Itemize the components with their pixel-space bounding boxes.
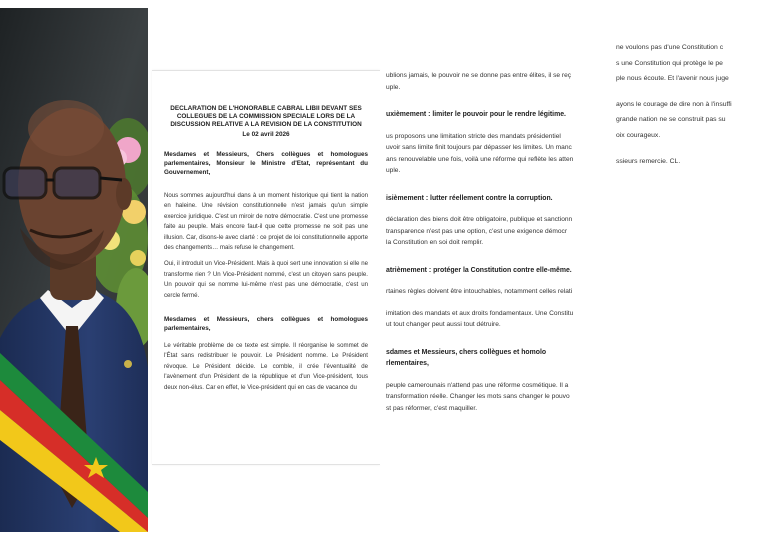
text-line: ublions jamais, le pouvoir ne se donne pas entre élites, il se reç: [386, 72, 572, 79]
lapel-pin: [124, 360, 132, 368]
text-line: uvoir sans limite finit toujours par dépasser les limites. Un manc: [386, 144, 572, 151]
spacer: [386, 93, 616, 109]
section-heading: rlementaires,: [386, 360, 429, 367]
salutation: Mesdames et Messieurs, Chers collègues et homologues parlementaires, Monsieur le Ministre d'Etat, représentant du Gouvernement,: [164, 151, 368, 176]
spacer: [616, 87, 770, 97]
paragraph: Nous sommes aujourd'hui dans à un moment historique qui tient la nation en haleine. Une révision constitutionnelle n'est jamais qu'un simple exercice juridique. C'est un miroir de notre démocratie. C'est une promesse faite au peuple. Mais encore faut-il que cette promesse ne soit pas une illusion. Car, disons-le avec clarté : ce projet de loi constitutionnelle apporte des changements… mais refuse le changement.: [164, 192, 368, 252]
spacer: [386, 331, 616, 347]
spacer: [386, 121, 616, 131]
title-line: DISCUSSION RELATIVE A LA REVISION DE LA CONSTITUTION: [170, 121, 362, 128]
text-line: grande nation ne se construit pas su: [616, 116, 726, 124]
text-line: s une Constitution qui protège le pe: [616, 59, 723, 67]
paragraph: Le véritable problème de ce texte est simple. Il réorganise le sommet de l'État sans redistribuer le pouvoir. Le Président nomme. Le Président révoque. Le Président décide. Le comble, il crée l'éventualité de l'avènement d'un Président de la république et d'un Vice-président, tous deux non-élus. Car en effet, le Vice-président qui en cas de vacance du: [164, 342, 368, 391]
document-title: [164, 105, 368, 129]
salutation: Mesdames et Messieurs, chers collègues et homologues parlementaires,: [164, 316, 368, 333]
text-line: imitation des mandats et aux droits fondamentaux. Une Constitu: [386, 309, 574, 317]
portrait-photo: [0, 8, 148, 532]
text-line: ple nous écoute. Et l'avenir nous juge: [616, 75, 729, 83]
text-line: la Constitution en soi doit remplir.: [386, 239, 484, 246]
text-line: ssieurs remercie. CL.: [616, 157, 681, 165]
spacer: [386, 298, 616, 308]
text-line: st pas réformer, c'est maquiller.: [386, 404, 478, 412]
text-line: transformation réelle. Changer les mots sans changer le pouvo: [386, 393, 570, 400]
text-line: oix courageux.: [616, 131, 661, 139]
spacer: [386, 276, 616, 286]
document-page-3: [616, 40, 770, 180]
spacer: [386, 249, 616, 265]
paragraph: Oui, il introduit un Vice-Président. Mais à quoi sert une innovation si elle ne transforme rien ? Un Vice-Président nommé, c'est un citoyen sans peuple. Un pouvoir qui se nomme lui-même n'est pas une démocratie, c'est un cercle fermé.: [164, 260, 368, 299]
text-line: ayons le courage de dire non à l'insuffi: [616, 100, 732, 108]
text-line: ut tout changer peut aussi tout détruire.: [386, 321, 501, 328]
text-line: uple.: [386, 167, 401, 174]
document-page-1: [152, 70, 380, 465]
title-line: COLLEGUES DE LA COMMISSION SPECIALE LORS DE LA: [176, 113, 356, 120]
section-heading: isièmement : lutter réellement contre la corruption.: [386, 194, 553, 202]
document-page-2: [380, 70, 616, 465]
document-date: Le 02 avril 2026: [242, 131, 290, 138]
section-heading: uxièmement : limiter le pouvoir pour le rendre légitime.: [386, 111, 566, 118]
text-line: uple.: [386, 83, 401, 91]
spacer: [386, 204, 616, 214]
portrait-illustration: [0, 8, 148, 532]
spacer: [386, 370, 616, 380]
text-line: déclaration des biens doit être obligatoire, publique et sanctionn: [386, 216, 573, 223]
text-line: peuple camerounais n'attend pas une réforme cosmétique. Il a: [386, 381, 569, 389]
text-line: transparence n'est pas une option, c'est une exigence démocr: [386, 227, 568, 235]
section-heading: atrièmement : protéger la Constitution contre elle-même.: [386, 266, 572, 274]
spacer: [616, 144, 770, 154]
text-line: us proposons une limitation stricte des mandats présidentiel: [386, 132, 561, 140]
text-line: ne voulons pas d'une Constitution c: [616, 44, 724, 51]
spacer: [386, 177, 616, 193]
title-line: DECLARATION DE L'HONORABLE CABRAL LIBII DEVANT SES: [170, 105, 362, 112]
text-line: rtaines règles doivent être intouchables, notamment celles relati: [386, 288, 573, 295]
section-heading: sdames et Messieurs, chers collègues et homolo: [386, 348, 547, 356]
text-line: ans renouvelable une fois, voilà une réforme qui reflète les atten: [386, 155, 574, 163]
